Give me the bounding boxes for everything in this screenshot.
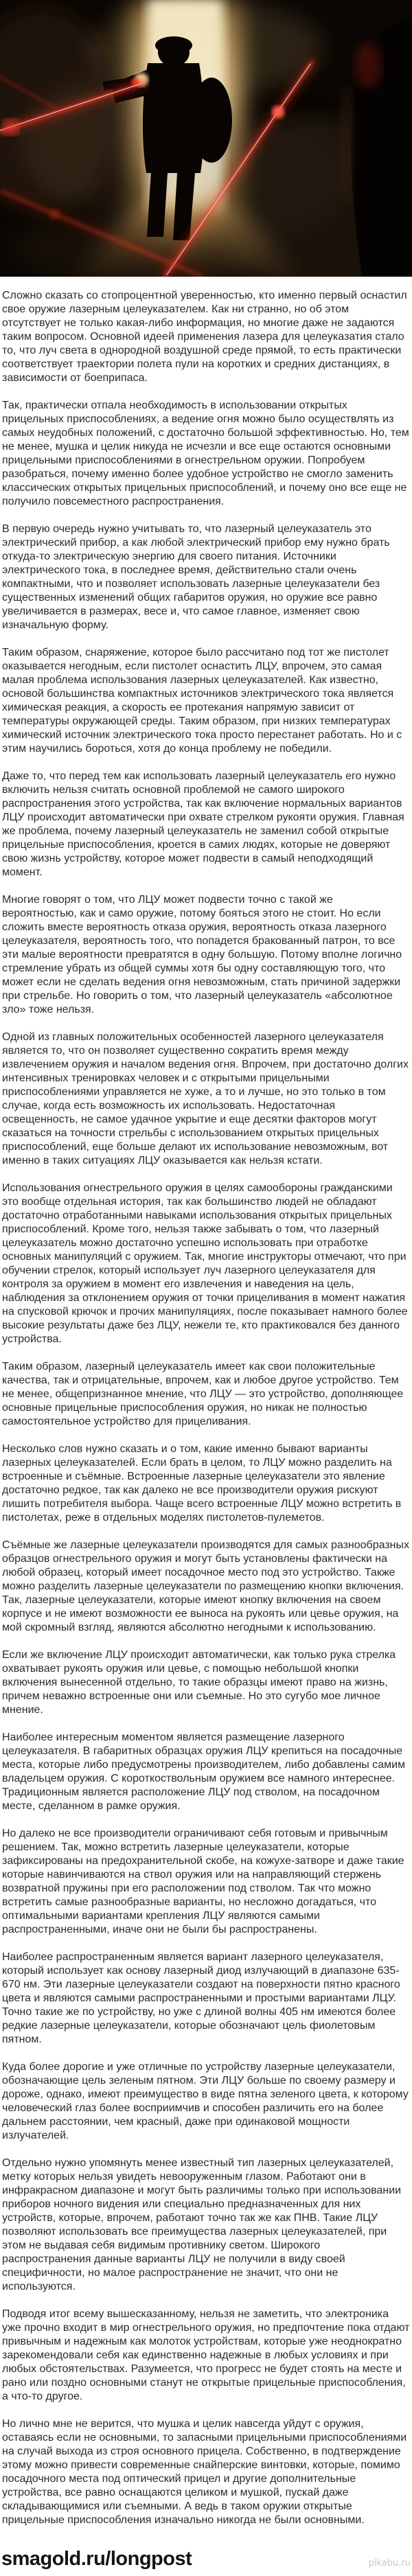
article-paragraph: Таким образом, снаряжение, которое было рассчитано под тот же пистолет оказывается негодным, если пистолет оснастить ЛЦУ, впрочем, это самая малая проблема использования лазерных целеуказателей. Как известно, основой большинства компактных источников электрического тока является химическая реакция, а скорость ее протекания напрямую зависит от температуры окружающей среды. Таким образом, при низких температурах химический источник электрического тока просто перестанет работать. Но и с этим научились бороться, хотя до конца проблему не победили. [2, 647, 402, 755]
article-paragraph: Наиболее распространенным является вариант лазерного целеуказателя, который использует как основу лазерный диод излучающий в диапазоне 635-670 нм. Эти лазерные целеуказатели создают на поверхности пятно красного цвета и являются самыми распространенными и простыми вариантами ЛЦУ. Точно такие же по устройству, но уже с длиной волны 405 нм имеются более редкие лазерные целеуказатели, которые обозначают цель фиолетовым пятном. [2, 1951, 400, 2045]
article-paragraph: Если же включение ЛЦУ происходит автоматически, как только рука стрелка охватывает рукоять оружия или цевье, с помощью небольшой кнопки включения вынесенной отдельно, то такие образцы имеют право на жизнь, причем неважно встроенные они или съемные. Но это сугубо мое личное мнение. [2, 1649, 396, 1716]
article-paragraph: Сложно сказать со стопроцентной уверенностью, кто именно первый оснастил свое оружие лазерным целеуказателем. Как ни странно, но об этом отсутствует не только какая-либо информация, но многие даже не задаются таким вопросом. Основной идеей применения лазера для целеуказатия стало то, что луч света в однородной воздушной среде прямой, то есть практически соответствует траектории полета пули на коротких и средних дистанциях, в зависимости от боеприпаса. [2, 290, 407, 384]
article-paragraph: В первую очередь нужно учитывать то, что лазерный целеуказатель это электрический прибор, а как любой электрический прибор ему нужно брать откуда-то электрическую энергию для своего питания. Источники электрического тока, в последнее время, действительно стали очень компактными, что и позволяет использовать лазерные целеуказатели без существенных изменений общих габаритов оружия, но оружие все равно увеличивается в размерах, весе и, что самое главное, изменяет свою изначальную форму. [2, 523, 390, 631]
article-paragraph: Подводя итог всему вышесказанному, нельзя не заметить, что электроника уже прочно входит в мир огнестрельного оружия, но предпочтение пока отдают привычным и надежным как молоток устройствам, которые уже неоднократно зарекомендовали себя как единственно надежные в любых условиях и при любых обстоятельствах. Разумеется, что прогресс не будет стоять на месте и рано или поздно основными станут не открытые прицельные приспособления, а что-то другое. [2, 2308, 410, 2402]
hero-photo-illustration [0, 0, 412, 277]
article-paragraph: Многие говорят о том, что ЛЦУ может подвести точно с такой же вероятностью, как и само оружие, потому бояться этого не стоит. Но если сложить вместе вероятность отказа оружия, вероятность отказа лазерного целеуказателя, вероятность того, что попадется бракованный патрон, то все эти малые вероятности превратятся в одну большую. Потому вполне логично стремление убрать из общей суммы хотя бы одну составляющую того, что может если не сделать ведения огня невозможным, стать причиной задержки при стрельбе. Но говорить о том, что лазерный целеуказатель «абсолютное зло» тоже нельзя. [2, 894, 402, 1015]
article-paragraph: Так, практически отпала необходимость в использовании открытых прицельных приспособлениях, а ведение огня можно было осуществлять из самых неудобных положений, с достаточно большой эффективностью. Но, тем не менее, мушка и целик никуда не исчезли и все еще остаются основными прицельными приспособлениями в огнестрельном оружии. Попробуем разобраться, почему именно более удобное устройство не смогло заменить классических открытых прицельных приспособлений, и почему оно все еще не получило повсеместного распространения. [2, 400, 409, 507]
hero-photo [0, 0, 412, 277]
article-paragraph: Наиболее интересным моментом является размещение лазерного целеуказателя. В габаритных образцах оружия ЛЦУ крепиться на посадочные места, которые либо предусмотрены производителем, либо добавлены самим владельцем оружия. С короткоствольным оружием все намного интереснее. Традиционным является расположение ЛЦУ под стволом, на посадочном месте, сделанном в рамке оружия. [2, 1732, 406, 1812]
article-paragraph: Одной из главных положительных особенностей лазерного целеуказателя является то, что он позволяет существенно сократить время между извлечением оружия и началом ведения огня. Впрочем, при достаточно долгих интенсивных тренировках человек и с открытыми прицельными приспособлениями управляется не хуже, а то и лучше, но это только в том случае, когда есть возможность их использовать. Недостаточная освещенность, не самое удачное укрытие и еще десятки факторов могут сказаться на точности стрельбы с использованием открытых прицельных приспособлений, еще больше делают их использование невозможным, вот именно в таких ситуациях ЛЦУ оказывается как нельзя кстати. [2, 1031, 409, 1166]
article-paragraph: Использования огнестрельного оружия в целях самообороны гражданскими это вообще отдельная история, так как большинство людей не обладают достаточно отработанными навыками использования открытых прицельных приспособлений. Кроме того, нельзя также забывать о том, что лазерный целеуказатель можно достаточно успешно использовать при отработке основных манипуляций с оружием. Так, многие инструкторы отмечают, что при обучении стрелок, который использует луч лазерного целеуказателя для контроля за оружием в момент его извлечения и наведения на цель, наблюдения за отклонением оружия от точки прицеливания в момент нажатия на спусковой крючок и прочих манипуляциях, после показывает намного более высокие результаты даже без ЛЦУ, нежели те, кто практиковался без данного устройства. [2, 1182, 408, 1345]
article-paragraph: Отдельно нужно упомянуть менее известный тип лазерных целеуказателей, метку которых нельзя увидеть невооруженным глазом. Работают они в инфракрасном диапазоне и могут быть различимы только при использовании приборов ночного видения или специально предназначенных для них устройств, которые, впрочем, работают точно так же как ПНВ. Такие ЛЦУ позволяют использовать все преимущества лазерных целеуказателей, при этом не выдавая себя видимым противнику светом. Широкого распространения данные варианты ЛЦУ не получили в виду своей специфичности, но малое распространение не значит, что они не используются. [2, 2157, 402, 2292]
article-paragraph: Съёмные же лазерные целеуказатели производятся для самых разнообразных образцов огнестрельного оружия и могут быть установлены фактически на любой образец, который имеет посадочное место под это устройство. Также можно разделить лазерные целеуказатели по размещению кнопки включения. Так, лазерные целеуказатели, которые имеют кнопку включения на своем корпусе и не имеют возможности ее выноса на рукоять или цевье оружия, на мой скромный взгляд, являются абсолютно негодными к использованию. [2, 1539, 409, 1633]
article-paragraph: Но далеко не все производители ограничивают себя готовым и привычным решением. Так, можно встретить лазерные целеуказатели, которые зафиксированы на предохранительной скобе, на кожухе-затворе и даже такие которые навинчиваются на ствол оружия или на направляющий стержень возвратной пружины при его расположении под стволом. Так что можно встретить самые разнообразные варианты, но несложно догадаться, что оптимальными вариантами крепления ЛЦУ являются самыми распространенными, иначе они не были бы распространены. [2, 1828, 404, 1935]
article-paragraph: Но лично мне не верится, что мушка и целик навсегда уйдут с оружия, оставаясь если не основными, то запасными прицельными приспособлениями на случай выхода из строя основного прицела. Собственно, в подтверждение этому можно привести современные снайперские винтовки, которые, помимо посадочного места под оптический прицел и другие дополнительные устройства, все равно оснащаются целиком и мушкой, пускай даже складывающимися или съемными. А ведь в таком оружии открытые прицельные приспособления изначально никогда не были основными. [2, 2418, 407, 2526]
article-paragraph: Даже то, что перед тем как использовать лазерный целеуказатель его нужно включить нельзя считать основной проблемой не самого широкого распространения этого устройства, так как включение нормальных вариантов ЛЦУ происходит автоматически при охвате стрелком рукояти оружия. Главная же проблема, почему лазерный целеуказатель не заменил собой открытые прицельные приспособления, кроется в самих людях, которые не доверяют свою жизнь устройству, которое может подвести в самый неподходящий момент. [2, 770, 404, 878]
footer [0, 2541, 412, 2576]
article-paragraph: Куда более дорогие и уже отличные по устройству лазерные целеуказатели, обозначающие цель зеленым пятном. Эти ЛЦУ больше по своему размеру и дороже, однако, имеют преимущество в виде пятна зеленого цвета, к которому человеческий глаз более восприимчив и способен различить его на более дальнем расстоянии, чем красный, даже при одинаковой мощности излучателей. [2, 2061, 409, 2141]
article-body [0, 277, 412, 2527]
pikabu-watermark: pikabu.ru [368, 2558, 411, 2568]
article-paragraph: Несколько слов нужно сказать и о том, какие именно бывают варианты лазерных целеуказателей. Если брать в целом, то ЛЦУ можно разделить на встроенные и съёмные. Встроенные лазерные целеуказатели это явление достаточно редкое, так как далеко не все производители оружия рискуют лишить потребителя выбора. Чаще всего встроенные ЛЦУ можно встретить в пистолетах, реже в отдельных моделях пистолетов-пулеметов. [2, 1443, 402, 1523]
article-paragraph: Таким образом, лазерный целеуказатель имеет как свои положительные качества, так и отрицательные, впрочем, как и любое другое устройство. Тем не менее, общепризнанное мнение, что ЛЦУ — это устройство, дополняющее основные прицельные приспособления оружия, но никак не полностью самостоятельное устройство для прицеливания. [2, 1361, 404, 1427]
source-link[interactable]: smagold.ru/longpost [1, 2548, 192, 2570]
